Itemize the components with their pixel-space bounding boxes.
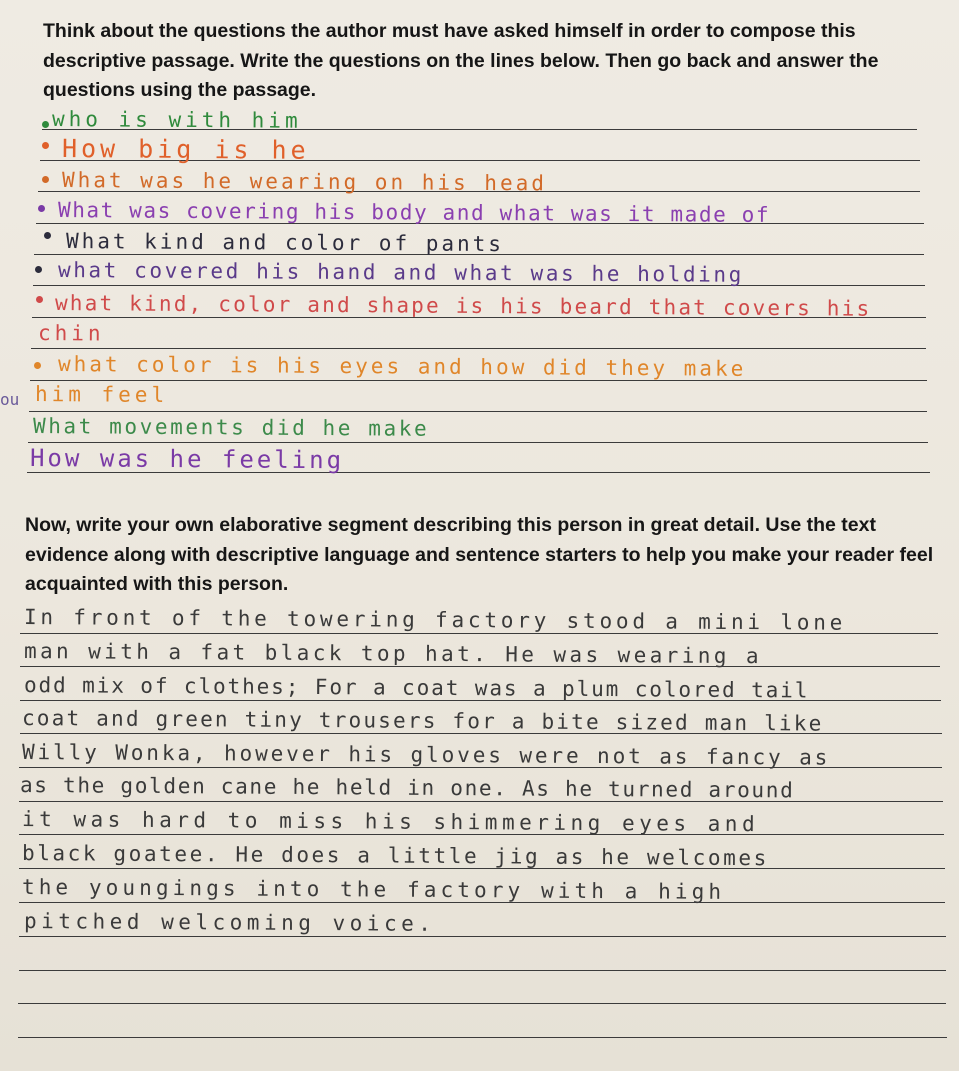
answer-line: black goatee. He does a little jig as he welcomes: [21, 841, 769, 871]
question-text: what covered his hand and what was he holding: [57, 258, 745, 287]
bullet-dot: [36, 296, 43, 303]
ruled-line: [31, 348, 926, 349]
question-text: chin: [37, 321, 105, 346]
bullet-dot: [42, 142, 49, 149]
ruled-line: [18, 1003, 946, 1004]
instructions-elaborative: Now, write your own elaborative segment describing this person in great detail. Use the text evidence along with descriptive language and sentence starters to help you make your reader feel acquainted with this person.: [25, 514, 934, 595]
question-text: How big is he: [61, 134, 310, 165]
answer-line: it was hard to miss his shimmering eyes and: [21, 807, 760, 837]
answer-line: Willy Wonka, however his gloves were not as fancy as: [21, 740, 831, 770]
question-text: What kind and color of pants: [65, 229, 505, 257]
ruled-line: [19, 936, 946, 937]
answer-line: man with a fat black top hat. He was wearing a: [23, 639, 763, 669]
instructions-questions: Think about the questions the author must have asked himself in order to compose this descriptive passage. Write the questions on the lines below. Then go back and answer the questions using the passage.: [43, 20, 879, 101]
question-text: what color is his eyes and how did they make: [57, 352, 747, 381]
answer-line: as the golden cane he held in one. As he turned around: [19, 773, 795, 803]
bullet-dot: [44, 232, 51, 239]
question-text: What was covering his body and what was it made of: [57, 198, 771, 227]
ruled-line: [28, 442, 928, 443]
bullet-dot: [35, 266, 42, 273]
margin-mark: ou: [0, 390, 20, 409]
question-text: How was he feeling: [29, 444, 345, 475]
ruled-line: [30, 380, 927, 381]
question-text: What movements did he make: [32, 414, 430, 441]
answer-line: odd mix of clothes; For a coat was a plum colored tail: [23, 673, 810, 703]
ruled-line: [33, 285, 925, 286]
question-text: who is with him: [51, 107, 302, 133]
bullet-dot: [42, 176, 49, 183]
question-text: what kind, color and shape is his beard that covers his: [54, 291, 872, 321]
ruled-line: [29, 411, 927, 412]
question-text: him feel: [34, 382, 169, 407]
answer-line: pitched welcoming voice.: [23, 909, 436, 936]
ruled-line: [19, 970, 946, 971]
answer-line: coat and green tiny trousers for a bite sized man like: [21, 706, 824, 736]
bullet-dot: [38, 205, 45, 212]
ruled-line: [18, 1037, 947, 1038]
answer-line: In front of the towering factory stood a mini lone: [23, 605, 847, 635]
ruled-line: [19, 801, 943, 802]
question-text: What was he wearing on his head: [61, 168, 548, 196]
answer-line: the youngings into the factory with a high: [21, 875, 726, 904]
bullet-dot: [42, 121, 49, 128]
bullet-dot: [34, 362, 41, 369]
